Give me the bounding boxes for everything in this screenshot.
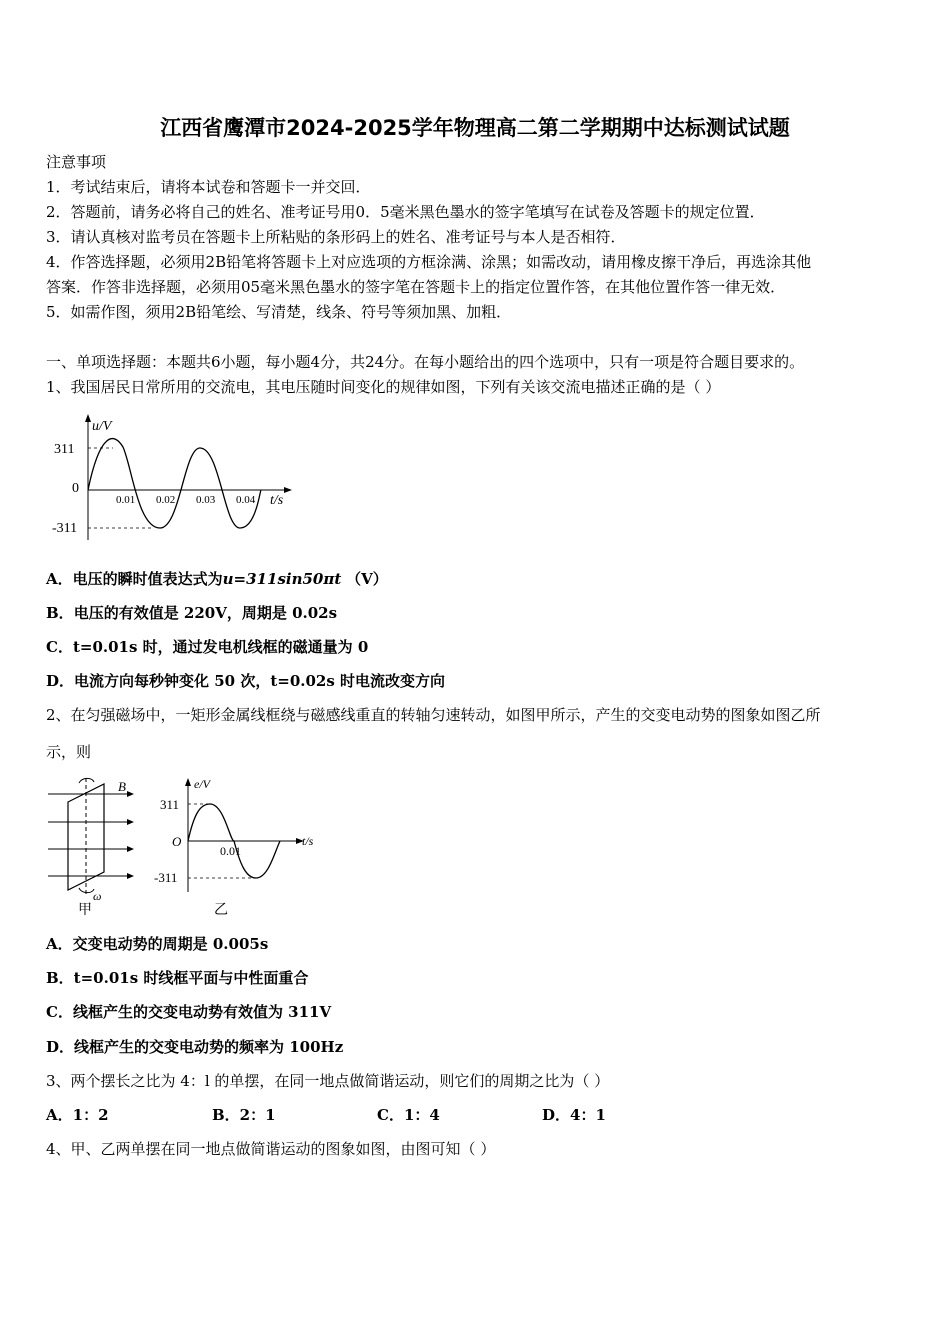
q1-option-d[interactable]: [46, 671, 445, 691]
question-2-stem-cont: 示，则: [46, 743, 92, 761]
q1-option-a-text: 电压的瞬时值表达式为: [72, 570, 223, 588]
q1-xtick: 0.02: [156, 494, 176, 506]
q2-emf-graph: [150, 774, 330, 919]
q2-omega-label: ω: [93, 889, 102, 903]
q2-fig-b-caption: 乙: [214, 903, 228, 918]
q2-origin: O: [172, 834, 182, 849]
q1-option-b-letter: B．: [46, 604, 74, 622]
q1-xtick: 0.04: [236, 494, 256, 506]
notice-item: 3．请认真核对监考员在答题卡上所粘贴的条形码上的姓名、准考证号与本人是否相符．: [46, 228, 626, 246]
q1-xtick: 0.01: [116, 494, 136, 506]
q2-xtick: 0.01: [220, 844, 241, 858]
q1-option-c-text: t=0.01s 时，通过发电机线框的磁通量为 0: [72, 638, 369, 656]
q2-xlabel: t/s: [302, 834, 314, 848]
q2-fig-a-caption: 甲: [78, 903, 92, 918]
q2-ytick-bottom: -311: [154, 870, 178, 885]
question-3-stem: 3、两个摆长之比为 4：l 的单摆，在同一地点做简谐运动，则它们的周期之比为（ ）: [46, 1072, 610, 1090]
q3-option-b[interactable]: B．2：1: [212, 1106, 276, 1124]
notice-item: 2．答题前，请务必将自己的姓名、准考证号用0．5毫米黑色墨水的签字笔填写在试卷及答题卡的规定位置．: [46, 203, 765, 221]
q2-option-a[interactable]: A．交变电动势的周期是 0.005s: [46, 935, 269, 953]
q1-xlabel: t/s: [270, 493, 284, 508]
q1-ytick-zero: 0: [72, 481, 79, 496]
section-heading: 一、单项选择题：本题共6小题，每小题4分，共24分。在每小题给出的四个选项中，只有一项是符合题目要求的。: [46, 353, 805, 371]
question-4-stem: 4、甲、乙两单摆在同一地点做简谐运动的图象如图，由图可知（ ）: [46, 1140, 496, 1158]
exam-title: 江西省鹰潭市2024-2025学年物理高二第二学期期中达标测试试题: [160, 116, 790, 140]
q2-option-d[interactable]: D．线框产生的交变电动势的频率为 100Hz: [46, 1038, 344, 1056]
notice-item: 答案．作答非选择题，必须用05毫米黑色墨水的签字笔在答题卡上的指定位置作答，在其他位置作答一律无效．: [46, 278, 786, 296]
q1-option-c-letter: C．: [46, 638, 73, 656]
q2-ytick-top: 311: [160, 797, 180, 812]
q1-option-a-formula: u=311sin50πt: [222, 570, 342, 588]
q2-option-c[interactable]: C．线框产生的交变电动势有效值为 311V: [46, 1003, 332, 1021]
question-2-stem: 2、在匀强磁场中，一矩形金属线框绕与磁感线重直的转轴匀速转动，如图甲所示，产生的交变电动势的图象如图乙所: [46, 706, 821, 724]
q1-ytick-top: 311: [54, 442, 75, 457]
q1-option-a-letter: A．: [46, 570, 73, 588]
notice-item: 4．作答选择题，必须用2B铅笔将答题卡上对应选项的方框涂满、涂黑；如需改动，请用橡皮擦干净后，再选涂其他: [46, 253, 812, 271]
notice-item: 5．如需作图，须用2B铅笔绘、写清楚，线条、符号等须加黑、加粗．: [46, 303, 512, 321]
q1-option-b[interactable]: [46, 603, 337, 623]
q3-option-c[interactable]: C．1：4: [377, 1106, 440, 1124]
q1-option-a[interactable]: [46, 569, 388, 589]
q2-option-b[interactable]: B．t=0.01s 时线框平面与中性面重合: [46, 969, 309, 987]
q3-option-d[interactable]: D．4：1: [542, 1106, 606, 1124]
q1-option-a-unit: （V）: [346, 570, 388, 588]
notice-heading: 注意事项: [46, 153, 107, 171]
q1-voltage-graph: [50, 412, 300, 547]
q1-ylabel: u/V: [92, 419, 112, 434]
notice-item: 1．考试结束后，请将本试卷和答题卡一并交回．: [46, 178, 371, 196]
question-1-stem: 1、我国居民日常所用的交流电，其电压随时间变化的规律如图，下列有关该交流电描述正确的是（ ）: [46, 378, 721, 396]
q2-ylabel: e/V: [194, 777, 210, 791]
q1-option-d-text: 电流方向每秒钟变化 50 次，t=0.02s 时电流改变方向: [74, 672, 446, 690]
q3-option-a[interactable]: A．1：2: [46, 1106, 109, 1124]
q1-ytick-bottom: -311: [52, 521, 78, 536]
q1-option-c[interactable]: [46, 637, 368, 657]
q1-option-d-letter: D．: [46, 672, 75, 690]
q1-xtick: 0.03: [196, 494, 216, 506]
q2-b-label: B: [118, 779, 126, 794]
q2-fig-rotating-frame: [44, 774, 139, 919]
q1-option-b-text: 电压的有效值是 220V，周期是 0.02s: [73, 604, 338, 622]
